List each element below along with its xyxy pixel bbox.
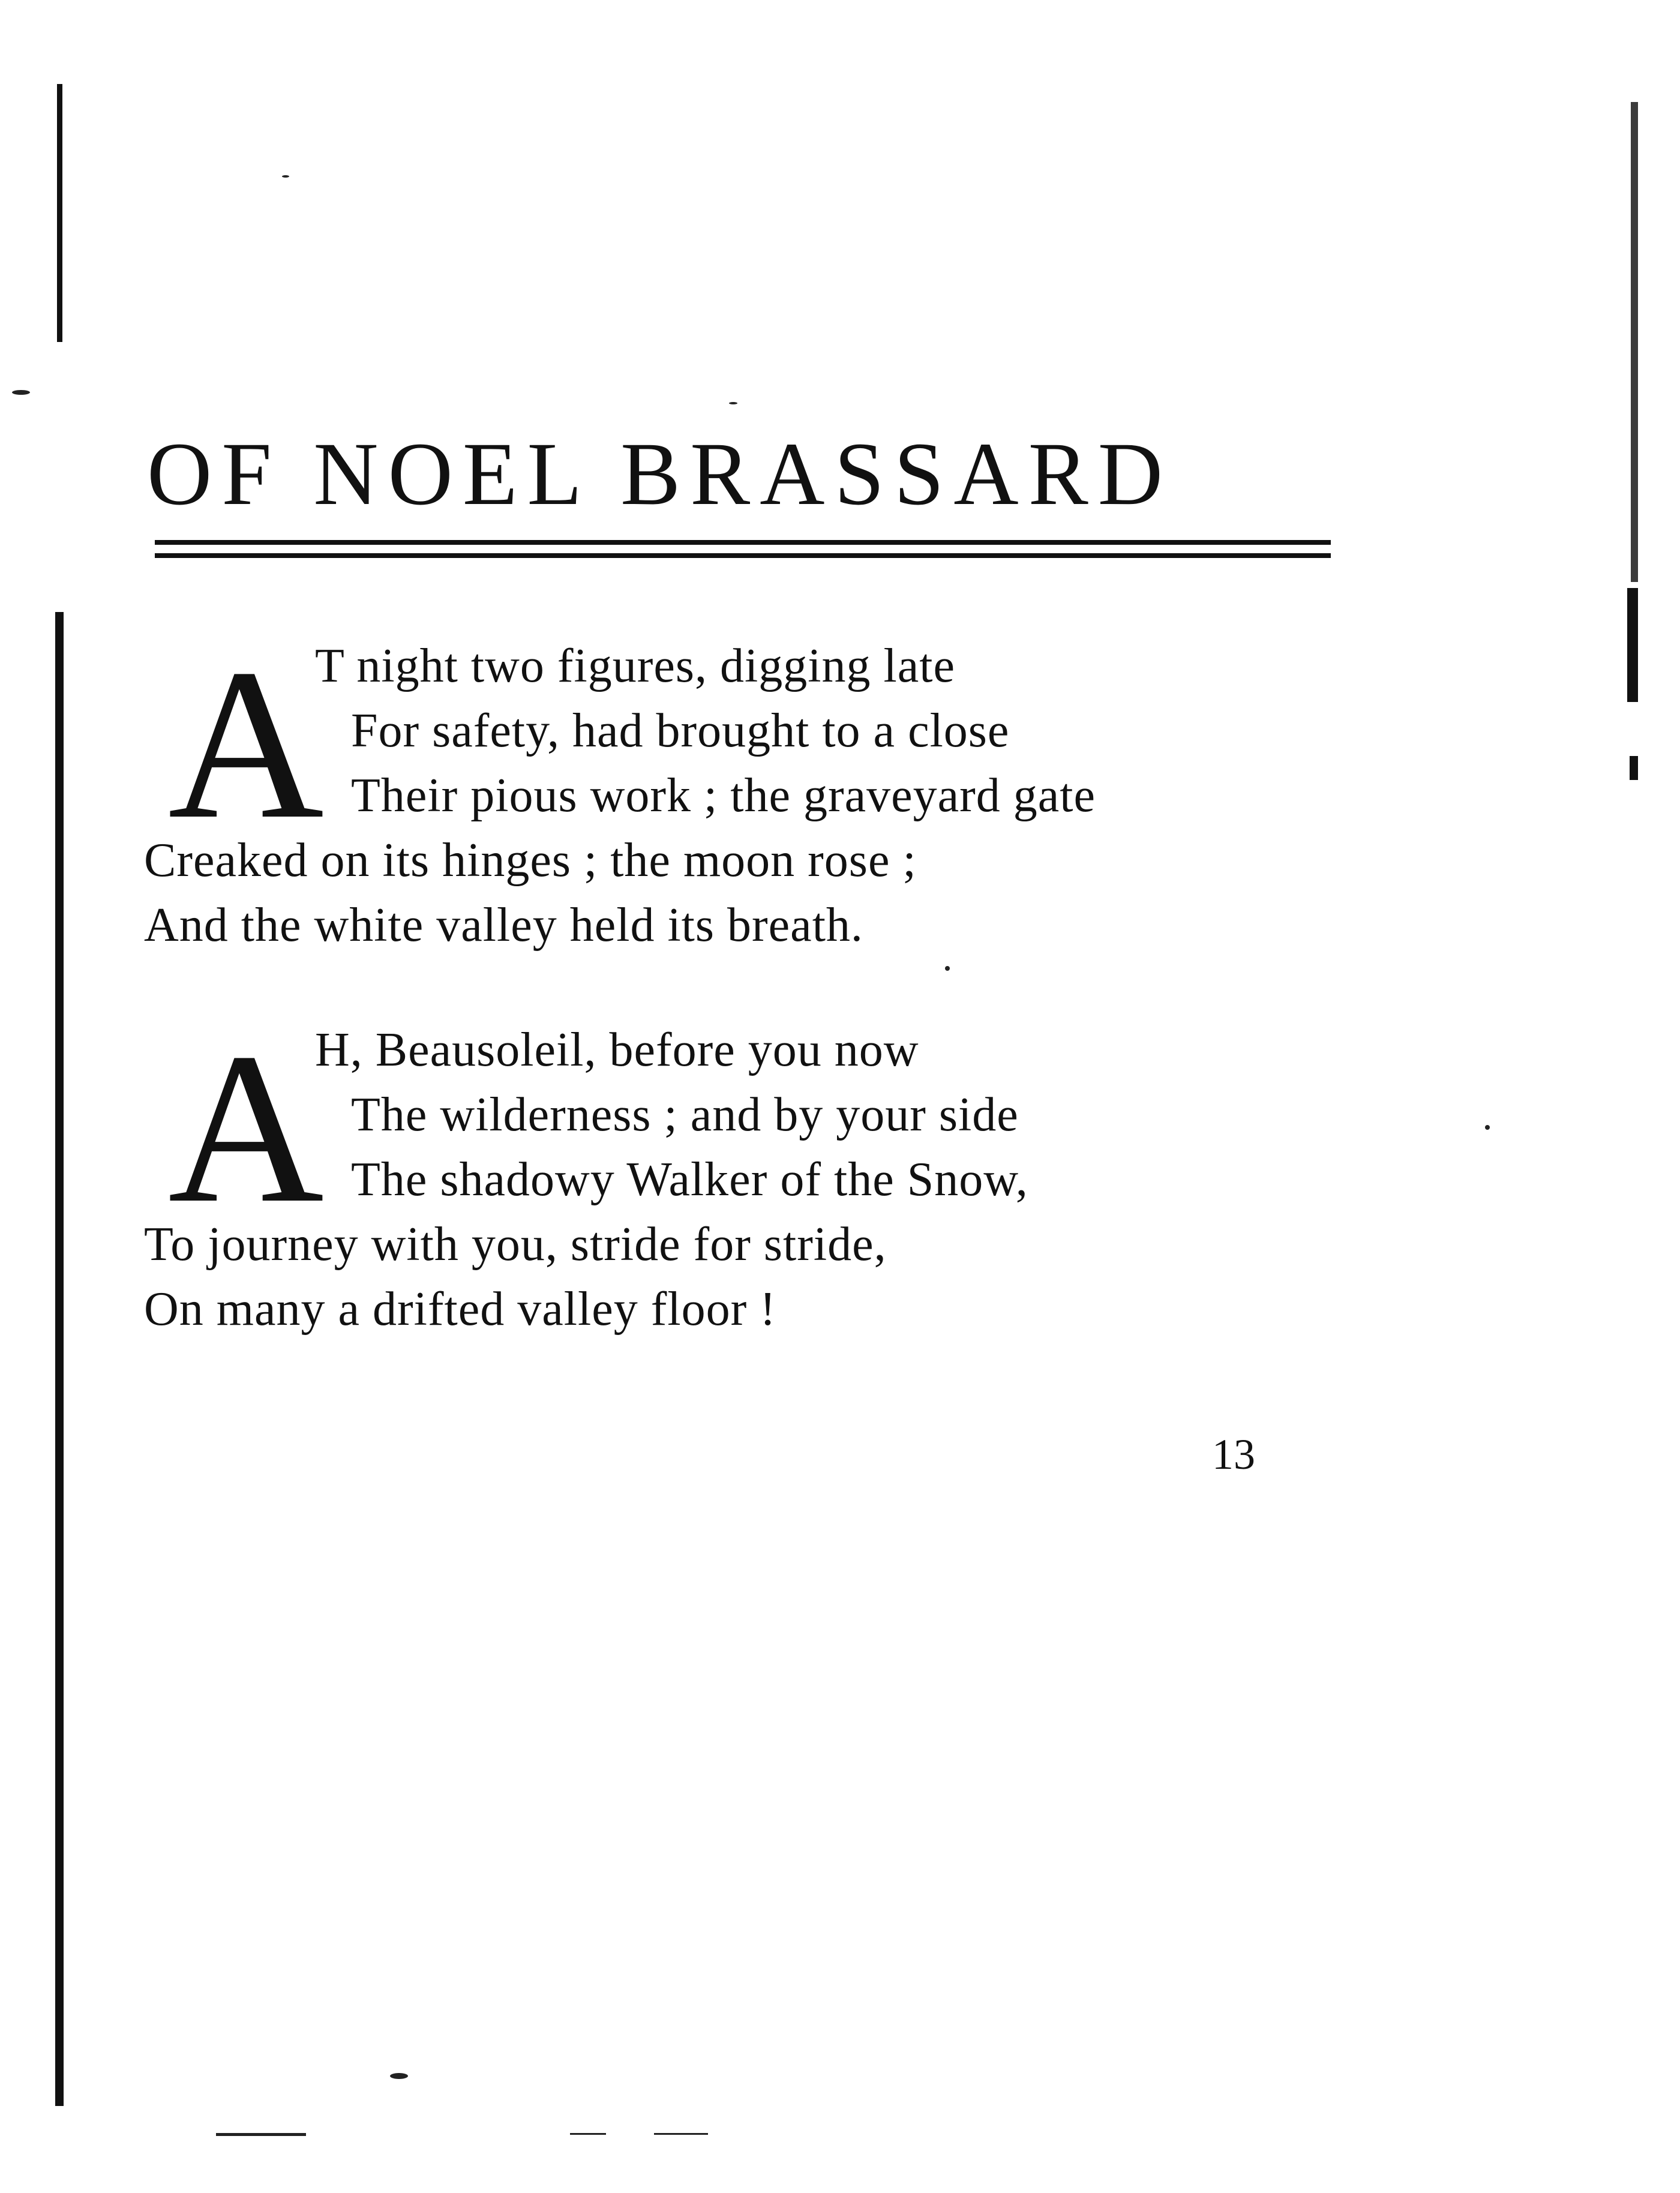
scan-speck — [1485, 1125, 1490, 1130]
verse-line: The wilderness ; and by your side — [351, 1088, 1019, 1141]
scan-speck — [282, 175, 289, 178]
scan-speck — [945, 966, 950, 971]
scan-speck — [729, 402, 737, 404]
drop-cap: A — [168, 624, 324, 863]
title-rule — [155, 540, 1331, 545]
scan-edge-left — [55, 612, 64, 2106]
scan-foot-mark — [654, 2133, 708, 2135]
verse-line: H, Beausoleil, before you now — [315, 1024, 919, 1076]
scan-foot-mark — [570, 2133, 606, 2135]
page-number: 13 — [1212, 1430, 1255, 1478]
scan-edge-right — [1631, 102, 1638, 582]
title-rule — [155, 553, 1331, 558]
scan-edge-right-mark — [1630, 756, 1638, 780]
verse-line: On many a drifted valley floor ! — [144, 1283, 776, 1336]
scan-speck — [390, 2073, 408, 2079]
verse-line: Creaked on its hinges ; the moon rose ; — [144, 834, 917, 887]
page-title: OF NOEL BRASSARD — [147, 424, 1173, 524]
verse-line: The shadowy Walker of the Snow, — [351, 1153, 1028, 1206]
verse-line: To journey with you, stride for stride, — [144, 1218, 887, 1271]
scan-edge-right-mark — [1627, 588, 1638, 702]
verse-line: T night two figures, digging late — [315, 640, 955, 692]
verse-line: And the white valley held its breath. — [144, 899, 863, 952]
verse-line: For safety, had brought to a close — [351, 704, 1010, 757]
verse-line: Their pious work ; the graveyard gate — [351, 769, 1096, 822]
scan-foot-mark — [216, 2133, 306, 2136]
scan-speck — [12, 390, 30, 395]
drop-cap: A — [168, 1008, 324, 1247]
scan-edge-left-top — [57, 84, 62, 342]
